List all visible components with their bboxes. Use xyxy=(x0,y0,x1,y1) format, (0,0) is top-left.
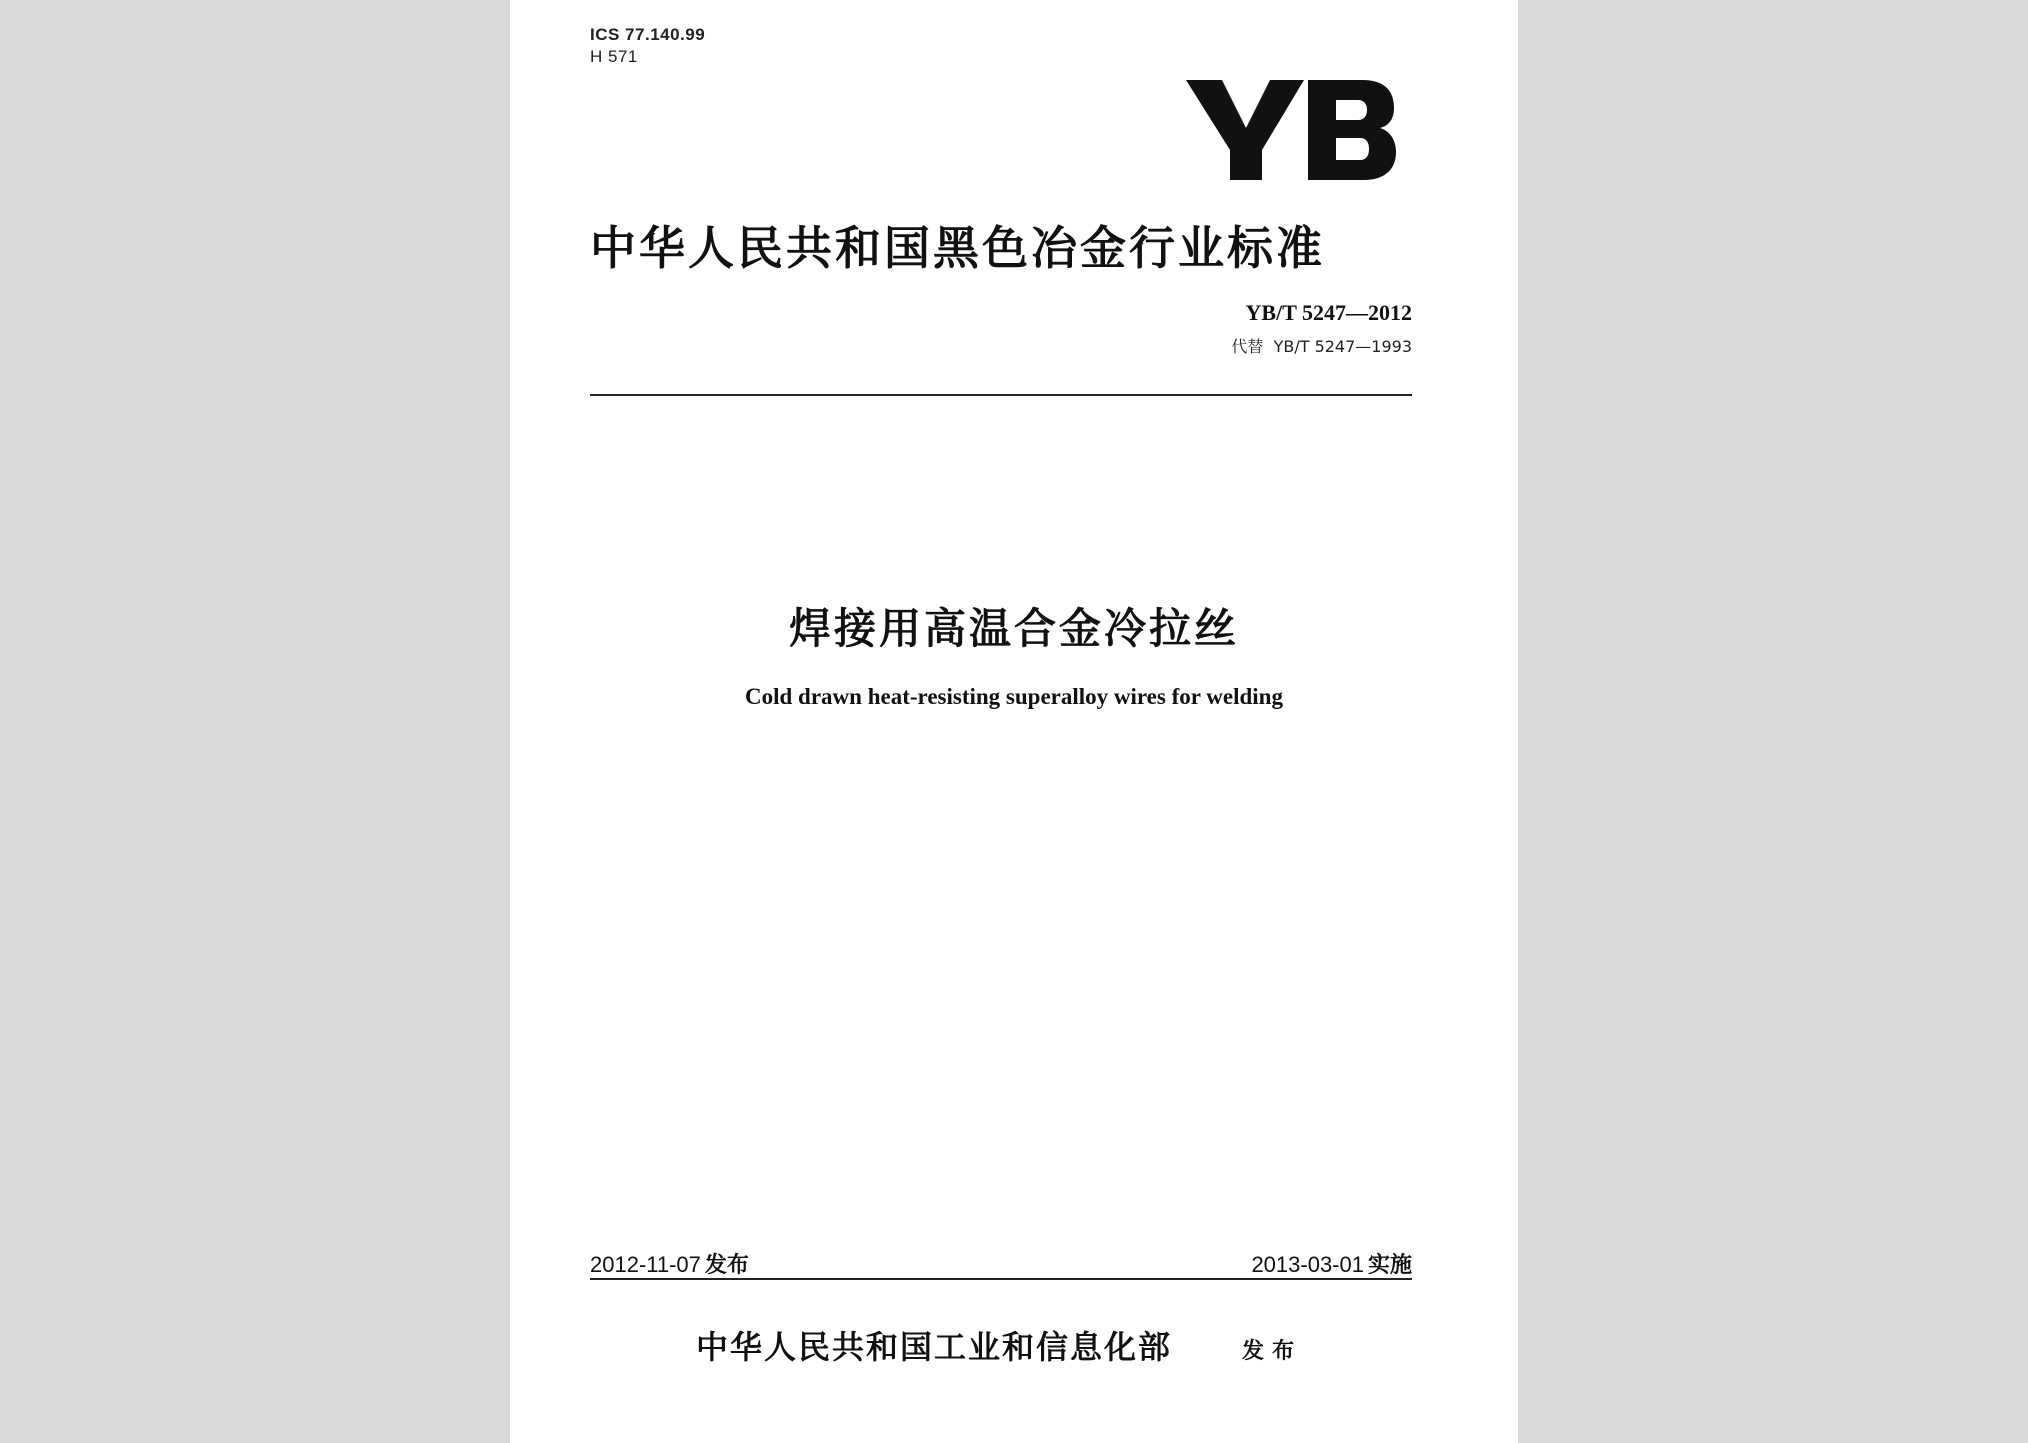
document-title-cn: 焊接用高温合金冷拉丝 xyxy=(788,604,1239,653)
effective-date xyxy=(1251,1248,1412,1279)
ics-code: ICS 77.140.99 xyxy=(590,25,706,44)
standard-category-title: 中华人民共和国黑色冶金行业标准 xyxy=(590,221,1325,275)
publisher-name: 中华人民共和国工业和信息化部 xyxy=(696,1328,1173,1366)
document-page xyxy=(510,0,1518,1443)
publish-label: 发布 xyxy=(1242,1339,1303,1364)
issue-date-value: 2012-11-07 xyxy=(590,1252,701,1277)
issue-date-label: 发布 xyxy=(704,1253,749,1278)
classification-codes xyxy=(590,24,705,68)
standard-number xyxy=(1246,300,1412,326)
bottom-divider xyxy=(590,1278,1412,1280)
yb-logo xyxy=(1186,70,1396,190)
ccs-code: H 571 xyxy=(590,47,638,66)
effective-date-value: 2013-03-01 xyxy=(1251,1252,1364,1277)
replaces-label: 代替 xyxy=(1231,337,1264,356)
standard-code: YB/T 5247—2012 xyxy=(1245,300,1412,325)
top-divider xyxy=(590,394,1412,396)
replaces-line xyxy=(1231,334,1412,357)
document-title-en: Cold drawn heat-resisting superalloy wires for welding xyxy=(745,684,1283,709)
effective-date-label: 实施 xyxy=(1367,1253,1412,1278)
yb-logo-mark xyxy=(1186,70,1396,190)
issue-date xyxy=(590,1248,749,1279)
replaced-standard: YB/T 5247—1993 xyxy=(1273,337,1412,356)
